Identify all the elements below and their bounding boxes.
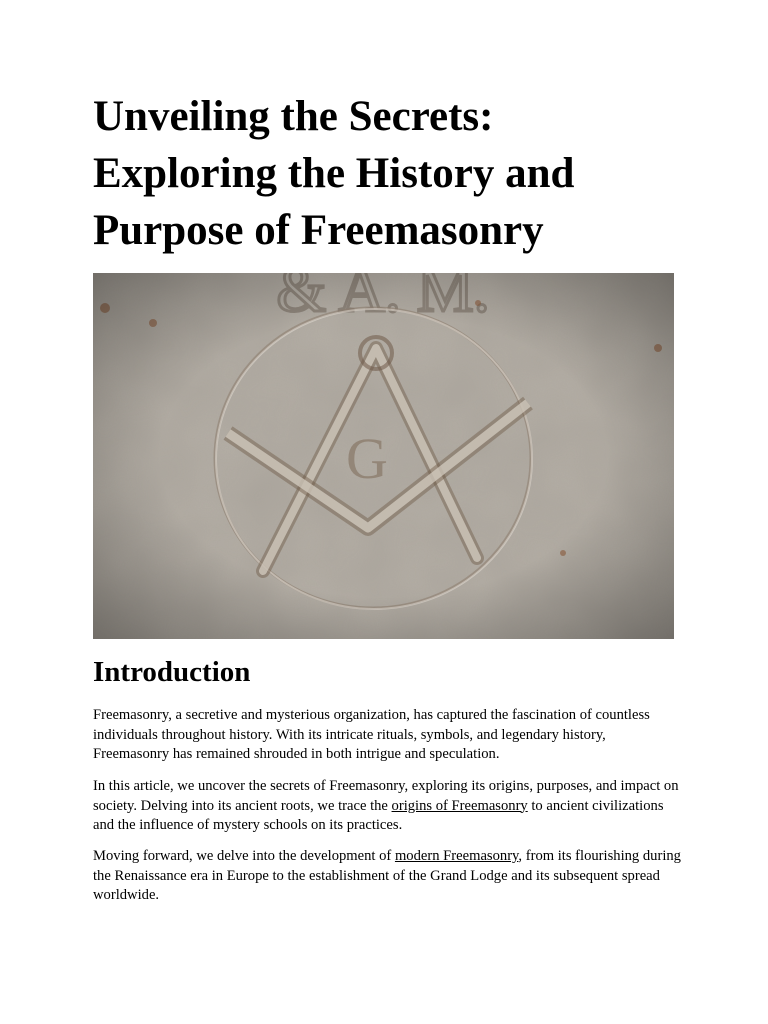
title-line-3: Purpose of Freemasonry — [93, 207, 544, 254]
paragraph-modern-text-before: Moving forward, we delve into the development of — [93, 848, 395, 864]
paragraph-modern-text-after: , from its flourishing during the Renaissance era in Europe to the establishment of the Grand Lodge and its subsequent spread worldwide. — [93, 848, 681, 904]
paragraph-origins-text-before: In this article, we uncover the secrets of Freemasonry, exploring its origins, purposes, and impact on society. Delving into its ancient roots, we trace the — [93, 778, 679, 814]
paragraph-origins — [93, 777, 683, 836]
title-line-2: Exploring the History and — [93, 150, 575, 197]
origins-of-freemasonry-link[interactable]: origins of Freemasonry — [391, 797, 528, 814]
title-line-1: Unveiling the Secrets: — [93, 93, 494, 140]
square-and-compass-stone-image — [93, 273, 674, 639]
paragraph-intro: Freemasonry, a secretive and mysterious organization, has captured the fascination of countless individuals throughout history. With its intricate rituals, symbols, and legendary history, Freemasonry has remained shrouded in both intrigue and speculation. — [93, 707, 650, 763]
section-heading: Introduction — [93, 656, 251, 688]
paragraph-modern — [93, 847, 683, 906]
paragraph-origins-text-after: to ancient civilizations and the influence of mystery schools on its practices. — [93, 797, 664, 834]
page-title — [93, 88, 675, 259]
modern-freemasonry-link[interactable]: modern Freemasonry — [394, 848, 519, 864]
